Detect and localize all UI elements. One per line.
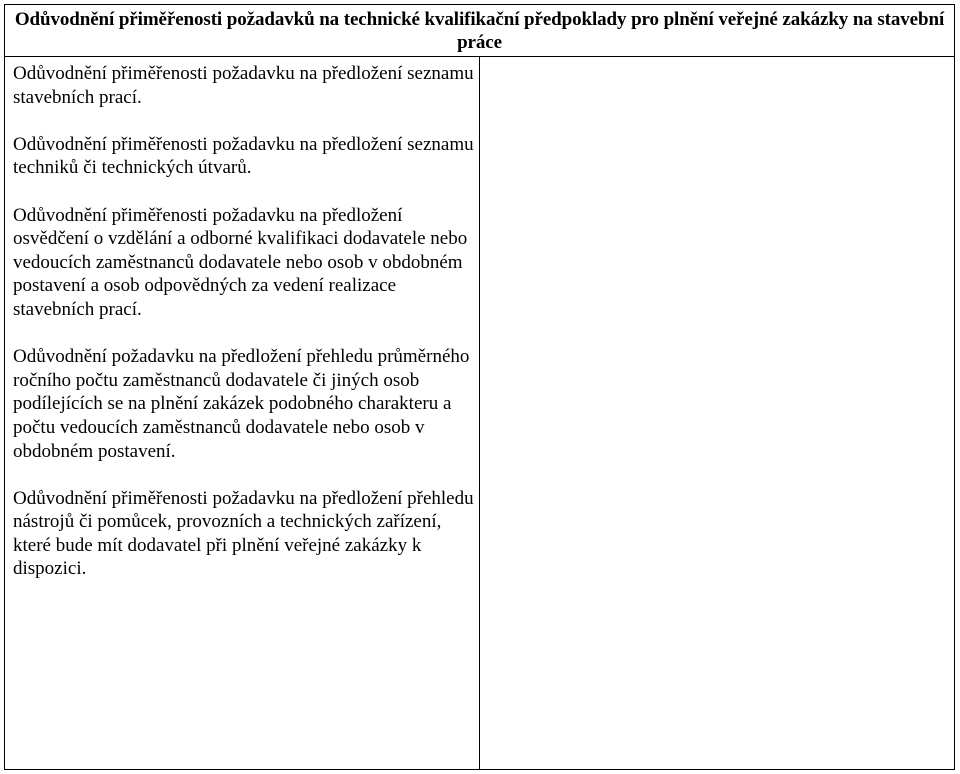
justification-value-column: [480, 57, 955, 770]
row-label-technicians-list: Odůvodnění přiměřenosti požadavku na předložení seznamu techniků či technických útvarů.: [13, 133, 474, 179]
table-header-row: [5, 5, 955, 57]
justification-table: [4, 4, 955, 770]
row-label-construction-works-list: Odůvodnění přiměřenosti požadavku na předložení seznamu stavebních prací.: [13, 63, 474, 108]
requirements-label-column: [5, 57, 480, 770]
row-label-education-qualification: Odůvodnění přiměřenosti požadavku na předložení osvědčení o vzdělání a odborné kvalifikaci dodavatele nebo vedoucích zaměstnanců dodavatele nebo osob v obdobném postavení a osob odpovědných za vedení realizace stavebních prací.: [13, 204, 468, 320]
row-label-employee-count: Odůvodnění požadavku na předložení přehledu průměrného ročního počtu zaměstnanců dodavatele či jiných osob podílejících se na plnění zakázek podobného charakteru a počtu vedoucích zaměstnanců dodavatele nebo osob v obdobném postavení.: [13, 346, 470, 462]
table-row: [5, 57, 955, 770]
document-title: Odůvodnění přiměřenosti požadavků na technické kvalifikační předpoklady pro plnění veřejné zakázky na stavební práce: [5, 5, 955, 57]
row-label-tools-equipment: Odůvodnění přiměřenosti požadavku na předložení přehledu nástrojů či pomůcek, provozních a technických zařízení, které bude mít dodavatel při plnění veřejné zakázky k dispozici.: [13, 487, 474, 580]
